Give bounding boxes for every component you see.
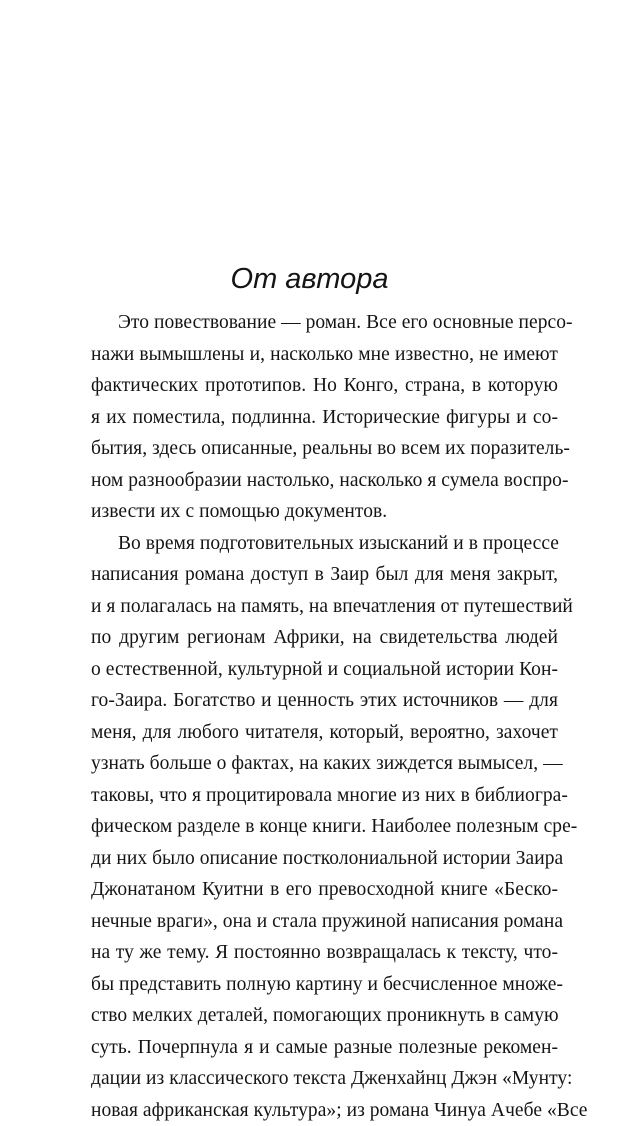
text-line: ном разнообразии настолько, насколько я сумела воспро- [91, 465, 558, 497]
text-line: нажи вымышлены и, насколько мне известно, не имеют [91, 339, 558, 371]
chapter-title: От автора [0, 262, 619, 296]
text-body [91, 307, 558, 1126]
text-line: меня, для любого читателя, который, вероятно, захочет [91, 717, 558, 749]
text-line: Джонатаном Куитни в его превосходной книге «Беско- [91, 874, 558, 906]
text-line: извести их с помощью документов. [91, 496, 558, 528]
text-line: фическом разделе в конце книги. Наиболее полезным сре- [91, 811, 558, 843]
text-line: новая африканская культура»; из романа Чинуа Ачебе «Все [91, 1095, 558, 1126]
text-line: о естественной, культурной и социальной истории Кон- [91, 654, 558, 686]
text-line: узнать больше о фактах, на каких зиждется вымысел, — [91, 748, 558, 780]
text-line: фактических прототипов. Но Конго, страна, в которую [91, 370, 558, 402]
text-line: по другим регионам Африки, на свидетельства людей [91, 622, 558, 654]
text-line: го-Заира. Богатство и ценность этих источников — для [91, 685, 558, 717]
text-line: бы представить полную картину и бесчисленное множе- [91, 969, 558, 1001]
paragraph-2 [91, 528, 558, 1126]
text-line: бытия, здесь описанные, реальны во всем их поразитель- [91, 433, 558, 465]
text-line: Во время подготовительных изысканий и в процессе [91, 528, 558, 560]
text-line: и я полагалась на память, на впечатления от путешествий [91, 591, 558, 623]
text-line: таковы, что я процитировала многие из них в библиогра- [91, 780, 558, 812]
text-line: ди них было описание постколониальной истории Заира [91, 843, 558, 875]
text-line: на ту же тему. Я постоянно возвращалась к тексту, что- [91, 937, 558, 969]
text-line: ство мелких деталей, помогающих проникнуть в самую [91, 1000, 558, 1032]
text-line: написания романа доступ в Заир был для меня закрыт, [91, 559, 558, 591]
text-line: я их поместила, подлинна. Исторические фигуры и со- [91, 402, 558, 434]
text-line: дации из классического текста Дженхайнц Джэн «Мунту: [91, 1063, 558, 1095]
text-line: суть. Почерпнула я и самые разные полезные рекомен- [91, 1032, 558, 1064]
paragraph-1 [91, 307, 558, 528]
text-line: Это повествование — роман. Все его основные персо- [91, 307, 558, 339]
text-line: нечные враги», она и стала пружиной написания романа [91, 906, 558, 938]
